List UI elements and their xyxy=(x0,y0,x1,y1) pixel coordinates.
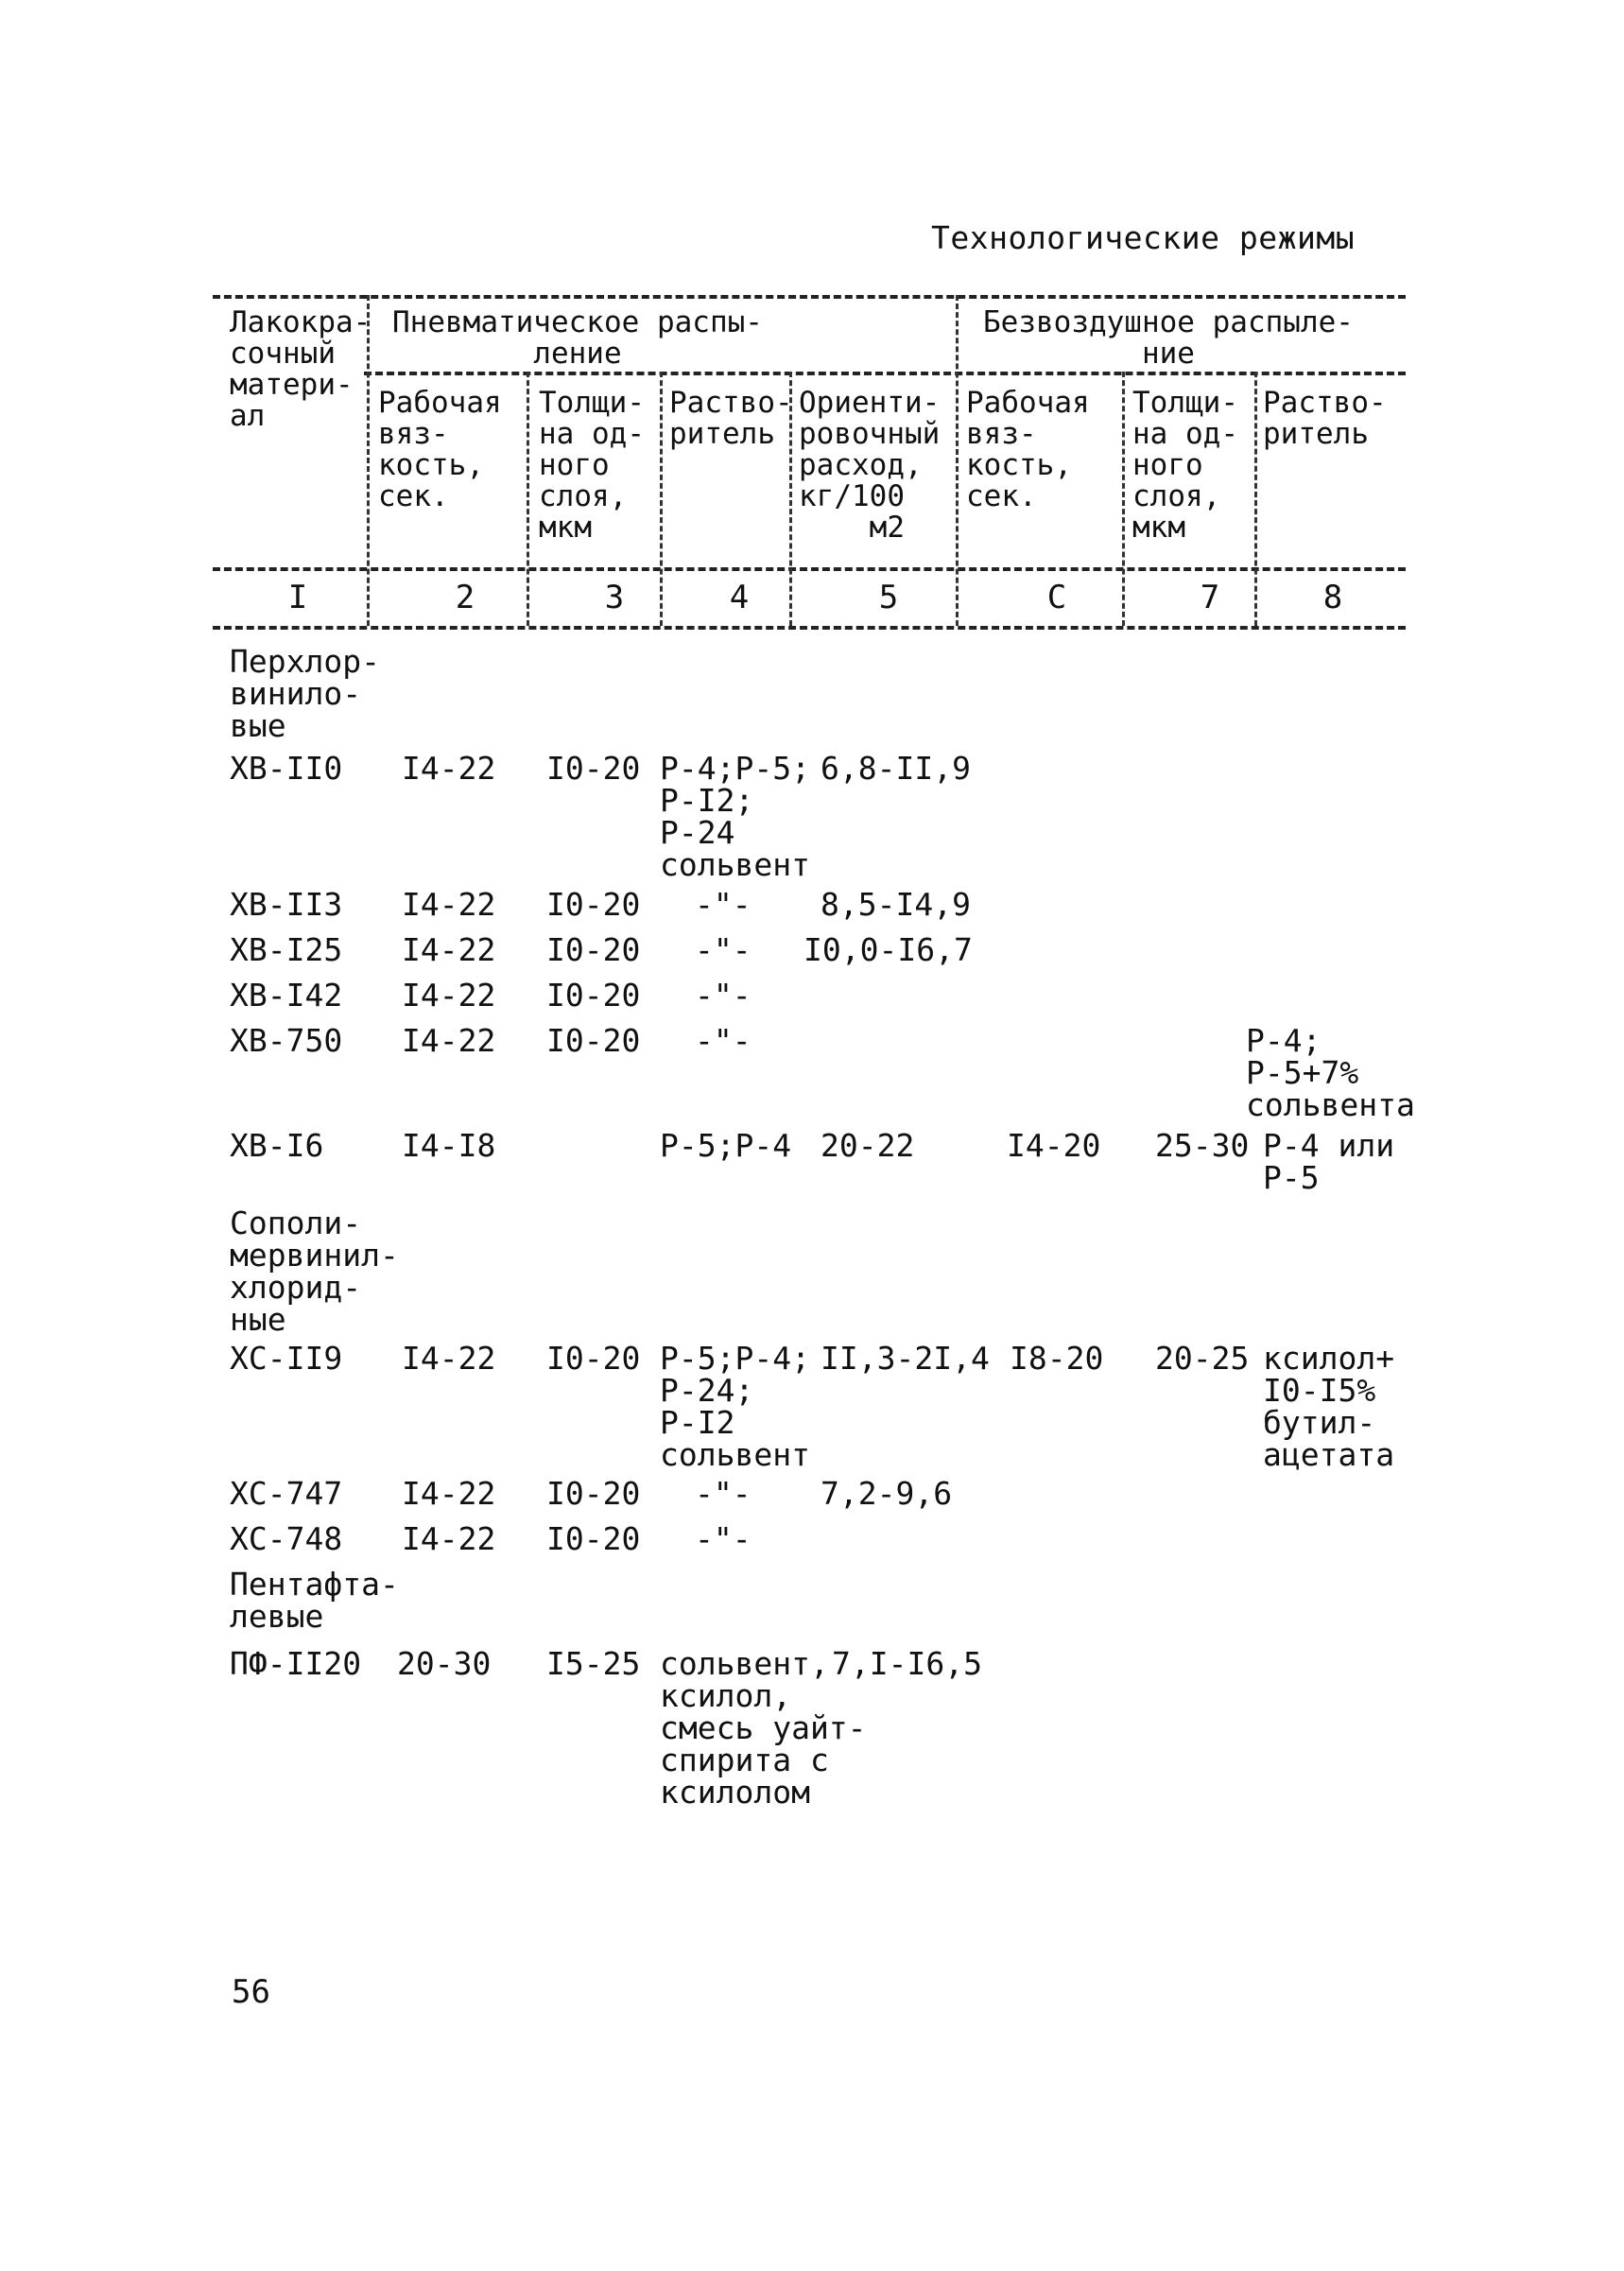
table-row-group-label: Пентафта- левые xyxy=(230,1566,399,1635)
col-divider-2 xyxy=(527,372,529,626)
table-cell-viscosity: I4-22 xyxy=(402,886,496,923)
table-cell-airless-solvent: Р-4; Р-5+7% сольвента xyxy=(1246,1022,1415,1123)
table-cell-viscosity: I4-22 xyxy=(402,1520,496,1557)
table-cell-solvent: -"- xyxy=(695,977,752,1014)
table-cell-thickness: I5-25 xyxy=(546,1645,641,1682)
table-cell-thickness: I0-20 xyxy=(546,750,641,787)
table-cell-solvent: -"- xyxy=(695,931,752,968)
table-cell-thickness: I0-20 xyxy=(546,886,641,923)
header-col-6: Рабочая вяз- кость, сек. xyxy=(966,386,1090,513)
table-cell-viscosity: I4-22 xyxy=(402,1340,496,1377)
table-cell-consumption: 7,2-9,6 xyxy=(821,1475,953,1512)
table-cell-solvent: -"- xyxy=(695,1022,752,1059)
table-row-material: ХВ-II3 xyxy=(230,886,343,923)
table-cell-viscosity: I4-22 xyxy=(402,750,496,787)
table-cell-airless-thickness: 20-25 xyxy=(1155,1340,1250,1377)
table-cell-solvent: -"- xyxy=(695,886,752,923)
col-number-4: 4 xyxy=(729,579,750,616)
header-pneumatic: Пневматическое распы- ление xyxy=(392,305,763,371)
table-cell-airless-viscosity: I4-20 xyxy=(1007,1127,1101,1164)
table-row-material: ХС-747 xyxy=(230,1475,343,1512)
table-row-material: ХС-II9 xyxy=(230,1340,343,1377)
table-cell-airless-thickness: 25-30 xyxy=(1155,1127,1250,1164)
header-col-4: Раство- ритель xyxy=(669,386,793,451)
col-number-5: 5 xyxy=(878,579,899,616)
col-number-3: 3 xyxy=(604,579,625,616)
header-col-2: Рабочая вяз- кость, сек. xyxy=(378,386,502,513)
table-row-material: ХВ-I42 xyxy=(230,977,343,1014)
table-cell-airless-viscosity: I8-20 xyxy=(1010,1340,1104,1377)
col-number-1: I xyxy=(287,579,308,616)
table-cell-solvent: сольвент, ксилол, смесь уайт- спирита с ксилолом xyxy=(660,1645,867,1811)
table-cell-solvent: -"- xyxy=(695,1520,752,1557)
table-cell-airless-solvent: ксилол+ I0-I5% бутил- ацетата xyxy=(1263,1340,1395,1473)
table-cell-airless-solvent: Р-4 или Р-5 xyxy=(1263,1127,1395,1196)
table-row-material: ХВ-750 xyxy=(230,1022,343,1059)
table-cell-viscosity: I4-22 xyxy=(402,977,496,1014)
numbers-bottom-rule xyxy=(213,626,1406,630)
col-divider-3 xyxy=(660,372,663,626)
col-divider-6 xyxy=(1122,372,1125,626)
table-cell-solvent: Р-5;Р-4; Р-24; Р-I2 сольвент xyxy=(660,1340,810,1473)
table-cell-thickness: I0-20 xyxy=(546,1520,641,1557)
table-cell-viscosity: 20-30 xyxy=(397,1645,492,1682)
table-row-material: ХВ-II0 xyxy=(230,750,343,787)
table-cell-thickness: I0-20 xyxy=(546,1022,641,1059)
col-number-6: С xyxy=(1046,579,1067,616)
table-cell-solvent: Р-4;Р-5; Р-I2; Р-24 сольвент xyxy=(660,750,810,883)
table-cell-consumption: 20-22 xyxy=(821,1127,915,1164)
table-cell-consumption: II,3-2I,4 xyxy=(821,1340,990,1377)
header-material: Лакокра- сочный матери- ал xyxy=(230,305,371,433)
col-number-8: 8 xyxy=(1322,579,1343,616)
table-cell-viscosity: I4-22 xyxy=(402,1475,496,1512)
table-cell-consumption: 8,5-I4,9 xyxy=(821,886,971,923)
col-divider-7 xyxy=(1254,372,1257,626)
page-title: Технологические режимы xyxy=(931,219,1356,256)
table-cell-consumption: 6,8-II,9 xyxy=(821,750,971,787)
table-cell-viscosity: I4-22 xyxy=(402,931,496,968)
header-col-3: Толщи- на од- ного слоя, мкм xyxy=(539,386,645,545)
col-number-7: 7 xyxy=(1200,579,1220,616)
table-cell-viscosity: I4-22 xyxy=(402,1022,496,1059)
table-row-material: ХВ-I6 xyxy=(230,1127,324,1164)
table-cell-solvent: -"- xyxy=(695,1475,752,1512)
header-col-5: Ориенти- ровочный расход, кг/100 м2 xyxy=(799,386,941,545)
table-cell-thickness: I0-20 xyxy=(546,931,641,968)
table-row-group-label: Перхлор- винило- вые xyxy=(230,643,380,744)
table-cell-consumption: 7,I-I6,5 xyxy=(832,1645,982,1682)
table-cell-consumption: I0,0-I6,7 xyxy=(803,931,973,968)
header-col-8: Раство- ритель xyxy=(1263,386,1387,451)
table-cell-thickness: I0-20 xyxy=(546,1475,641,1512)
table-cell-solvent: Р-5;Р-4 xyxy=(660,1127,792,1164)
table-cell-viscosity: I4-I8 xyxy=(402,1127,496,1164)
table-row-material: ПФ-II20 xyxy=(230,1645,362,1682)
page-number: 56 xyxy=(232,1973,270,2011)
table-row-group-label: Сополи- мервинил- хлорид- ные xyxy=(230,1205,399,1338)
header-airless: Безвоздушное распыле- ние xyxy=(983,305,1354,371)
table-row-material: ХС-748 xyxy=(230,1520,343,1557)
table-top-rule xyxy=(213,295,1406,299)
table-cell-thickness: I0-20 xyxy=(546,977,641,1014)
header-col-7: Толщи- на од- ного слоя, мкм xyxy=(1132,386,1238,545)
table-row-material: ХВ-I25 xyxy=(230,931,343,968)
col-divider-5 xyxy=(956,295,959,626)
header-divider-rule xyxy=(364,372,1406,375)
col-number-2: 2 xyxy=(455,579,475,616)
table-cell-thickness: I0-20 xyxy=(546,1340,641,1377)
header-bottom-rule xyxy=(213,567,1406,571)
